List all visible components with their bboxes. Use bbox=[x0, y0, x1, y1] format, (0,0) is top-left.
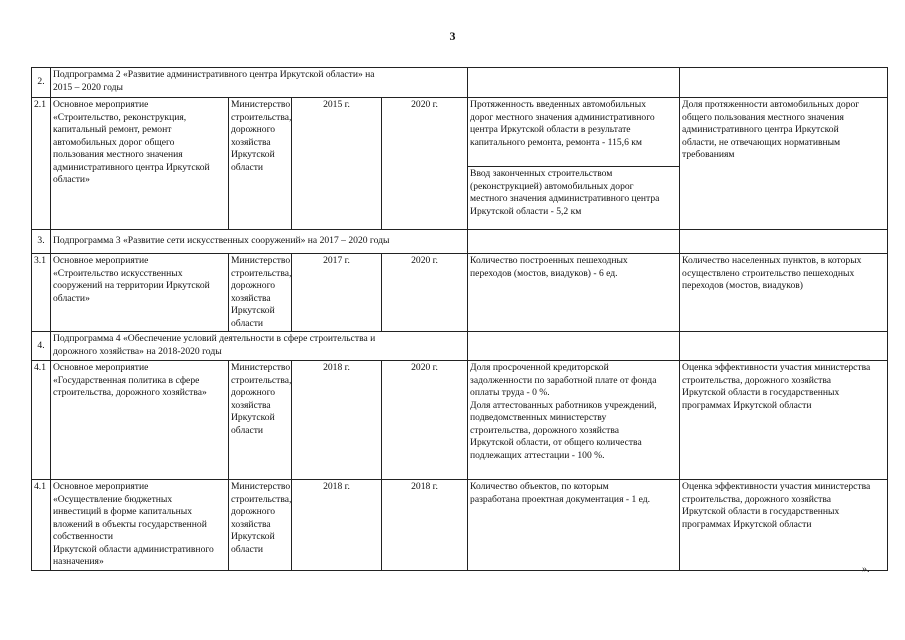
activity-cell: Основное мероприятие «Осуществление бюджетных инвестиций в форме капитальных вложений в объекты государственной собственности Иркутской области административного назначения» bbox=[51, 480, 229, 571]
table-row-subprogram-2 bbox=[32, 68, 888, 98]
program-table bbox=[31, 67, 888, 571]
empty-cell bbox=[468, 332, 680, 361]
closing-quote-mark: ». bbox=[862, 564, 870, 575]
start-year-cell: 2018 г. bbox=[292, 361, 382, 480]
indicator-cell: Количество населенных пунктов, в которых осуществлено строительство пешеходных переходов (мостов, виадуков) bbox=[680, 254, 888, 332]
row-number: 4.1 bbox=[32, 361, 51, 480]
end-year-cell: 2020 г. bbox=[382, 361, 468, 480]
start-year-cell: 2017 г. bbox=[292, 254, 382, 332]
subprogram-title: Подпрограмма 4 «Обеспечение условий деятельности в сфере строительства и дорожного хозяйства» на 2018-2020 годы bbox=[51, 332, 468, 361]
indicator-cell: Оценка эффективности участия министерства строительства, дорожного хозяйства Иркутской области в государственных программах Иркутской области bbox=[680, 480, 888, 571]
subprogram-title: Подпрограмма 3 «Развитие сети искусственных сооружений» на 2017 – 2020 годы bbox=[51, 230, 468, 254]
activity-cell: Основное мероприятие «Государственная политика в сфере строительства, дорожного хозяйства» bbox=[51, 361, 229, 480]
results-cell: Доля просроченной кредиторской задолженности по заработной плате от фонда оплаты труда - 0 %. Доля аттестованных работников учреждений, подведомственных министерству строительства, дорожного хозяйства Иркутской области, от общего количества подлежащих аттестации - 100 %. bbox=[468, 361, 680, 480]
row-number: 2.1 bbox=[32, 98, 51, 230]
end-year-cell: 2018 г. bbox=[382, 480, 468, 571]
results-cell: Количество построенных пешеходных переходов (мостов, виадуков) - 6 ед. bbox=[468, 254, 680, 332]
row-number: 4. bbox=[32, 332, 51, 361]
results-cell bbox=[468, 98, 680, 230]
executor-cell: Министерство строительства, дорожного хозяйства Иркутской области bbox=[229, 361, 292, 480]
indicator-cell: Оценка эффективности участия министерства строительства, дорожного хозяйства Иркутской области в государственных программах Иркутской области bbox=[680, 361, 888, 480]
result-item: Ввод законченных строительством (реконструкцией) автомобильных дорог местного значения административного центра Иркутской области - 5,2 км bbox=[468, 166, 679, 218]
activity-cell: Основное мероприятие «Строительство искусственных сооружений на территории Иркутской области» bbox=[51, 254, 229, 332]
empty-cell bbox=[680, 230, 888, 254]
row-number: 3.1 bbox=[32, 254, 51, 332]
end-year-cell: 2020 г. bbox=[382, 254, 468, 332]
empty-cell bbox=[680, 68, 888, 98]
table-row-activity-2-1 bbox=[32, 98, 888, 230]
result-item: Протяженность введенных автомобильных дорог местного значения административного центра Иркутской области в результате капитального ремонта, ремонта - 115,6 км bbox=[470, 99, 655, 148]
start-year-cell: 2018 г. bbox=[292, 480, 382, 571]
empty-cell bbox=[468, 230, 680, 254]
page-number: 3 bbox=[449, 29, 456, 43]
empty-cell bbox=[468, 68, 680, 98]
executor-cell: Министерство строительства, дорожного хозяйства Иркутской области bbox=[229, 480, 292, 571]
empty-cell bbox=[680, 332, 888, 361]
table-row-activity-4-1-b bbox=[32, 480, 888, 571]
executor-cell: Министерство строительства, дорожного хозяйства Иркутской области bbox=[229, 98, 292, 230]
row-number: 3. bbox=[32, 230, 51, 254]
table-row-subprogram-4 bbox=[32, 332, 888, 361]
start-year-cell: 2015 г. bbox=[292, 98, 382, 230]
table-body bbox=[32, 68, 888, 571]
indicator-cell: Доля протяженности автомобильных дорог общего пользования местного значения административного центра Иркутской области, не отвечающих нормативным требованиям bbox=[680, 98, 888, 230]
table-row-activity-3-1 bbox=[32, 254, 888, 332]
row-number: 4.1 bbox=[32, 480, 51, 571]
subprogram-title: Подпрограмма 2 «Развитие административного центра Иркутской области» на 2015 – 2020 годы bbox=[51, 68, 468, 98]
results-cell: Количество объектов, по которым разработана проектная документация - 1 ед. bbox=[468, 480, 680, 571]
executor-cell: Министерство строительства, дорожного хозяйства Иркутской области bbox=[229, 254, 292, 332]
table-row-activity-4-1-a bbox=[32, 361, 888, 480]
end-year-cell: 2020 г. bbox=[382, 98, 468, 230]
table-row-subprogram-3 bbox=[32, 230, 888, 254]
activity-cell: Основное мероприятие «Строительство, реконструкция, капитальный ремонт, ремонт автомобильных дорог общего пользования местного значения административного центра Иркутской области» bbox=[51, 98, 229, 230]
row-number: 2. bbox=[32, 68, 51, 98]
